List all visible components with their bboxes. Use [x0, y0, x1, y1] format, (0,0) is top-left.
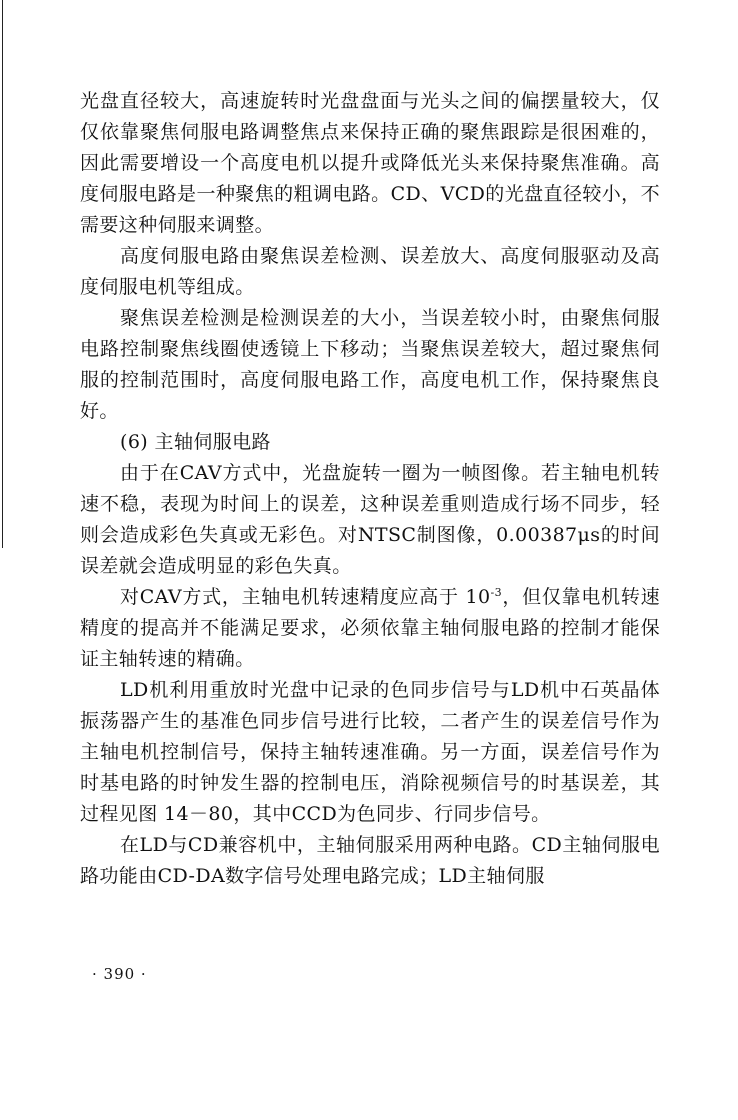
page-body	[80, 86, 660, 892]
paragraph-6-before: 对CAV方式，主轴电机转速精度应高于 10	[120, 586, 491, 608]
paragraph-3: 聚焦误差检测是检测误差的大小，当误差较小时，由聚焦伺服电路控制聚焦线圈使透镜上下移动；当聚焦误差较大，超过聚焦伺服的控制范围时，高度伺服电路工作，高度电机工作，保持聚焦良好。	[80, 307, 660, 422]
page-number: · 390 ·	[92, 965, 147, 983]
paragraph-6-after: ，但仅靠电机转速精度的提高并不能满足要求，必须依靠主轴伺服电路的控制才能保证主轴转速的精确。	[80, 586, 660, 670]
section-heading-spindle-servo: (6) 主轴伺服电路	[120, 431, 271, 453]
paragraph-6	[80, 582, 660, 675]
paragraph-5: 由于在CAV方式中，光盘旋转一圈为一帧图像。若主轴电机转速不稳，表现为时间上的误差，这种误差重则造成行场不同步，轻则会造成彩色失真或无彩色。对NTSC制图像，0.00387μs的时间误差就会造成明显的彩色失真。	[80, 462, 660, 577]
paragraph-8: 在LD与CD兼容机中，主轴伺服采用两种电路。CD主轴伺服电路功能由CD-DA数字信号处理电路完成；LD主轴伺服	[80, 834, 660, 887]
paragraph-1: 光盘直径较大，高速旋转时光盘盘面与光头之间的偏摆量较大，仅仅依靠聚焦伺服电路调整焦点来保持正确的聚焦跟踪是很困难的，因此需要增设一个高度电机以提升或降低光头来保持聚焦准确。高度伺服电路是一种聚焦的粗调电路。CD、VCD的光盘直径较小，不需要这种伺服来调整。	[80, 90, 660, 236]
exponent: -3	[490, 586, 503, 599]
paragraph-7: LD机利用重放时光盘中记录的色同步信号与LD机中石英晶体振荡器产生的基准色同步信号进行比较，二者产生的误差信号作为主轴电机控制信号，保持主轴转速准确。另一方面，误差信号作为时基电路的时钟发生器的控制电压，消除视频信号的时基误差，其过程见图 14－80，其中CCD为色同步、行同步信号。	[80, 679, 660, 825]
scan-edge-line	[2, 0, 3, 548]
paragraph-2: 高度伺服电路由聚焦误差检测、误差放大、高度伺服驱动及高度伺服电机等组成。	[80, 245, 660, 298]
